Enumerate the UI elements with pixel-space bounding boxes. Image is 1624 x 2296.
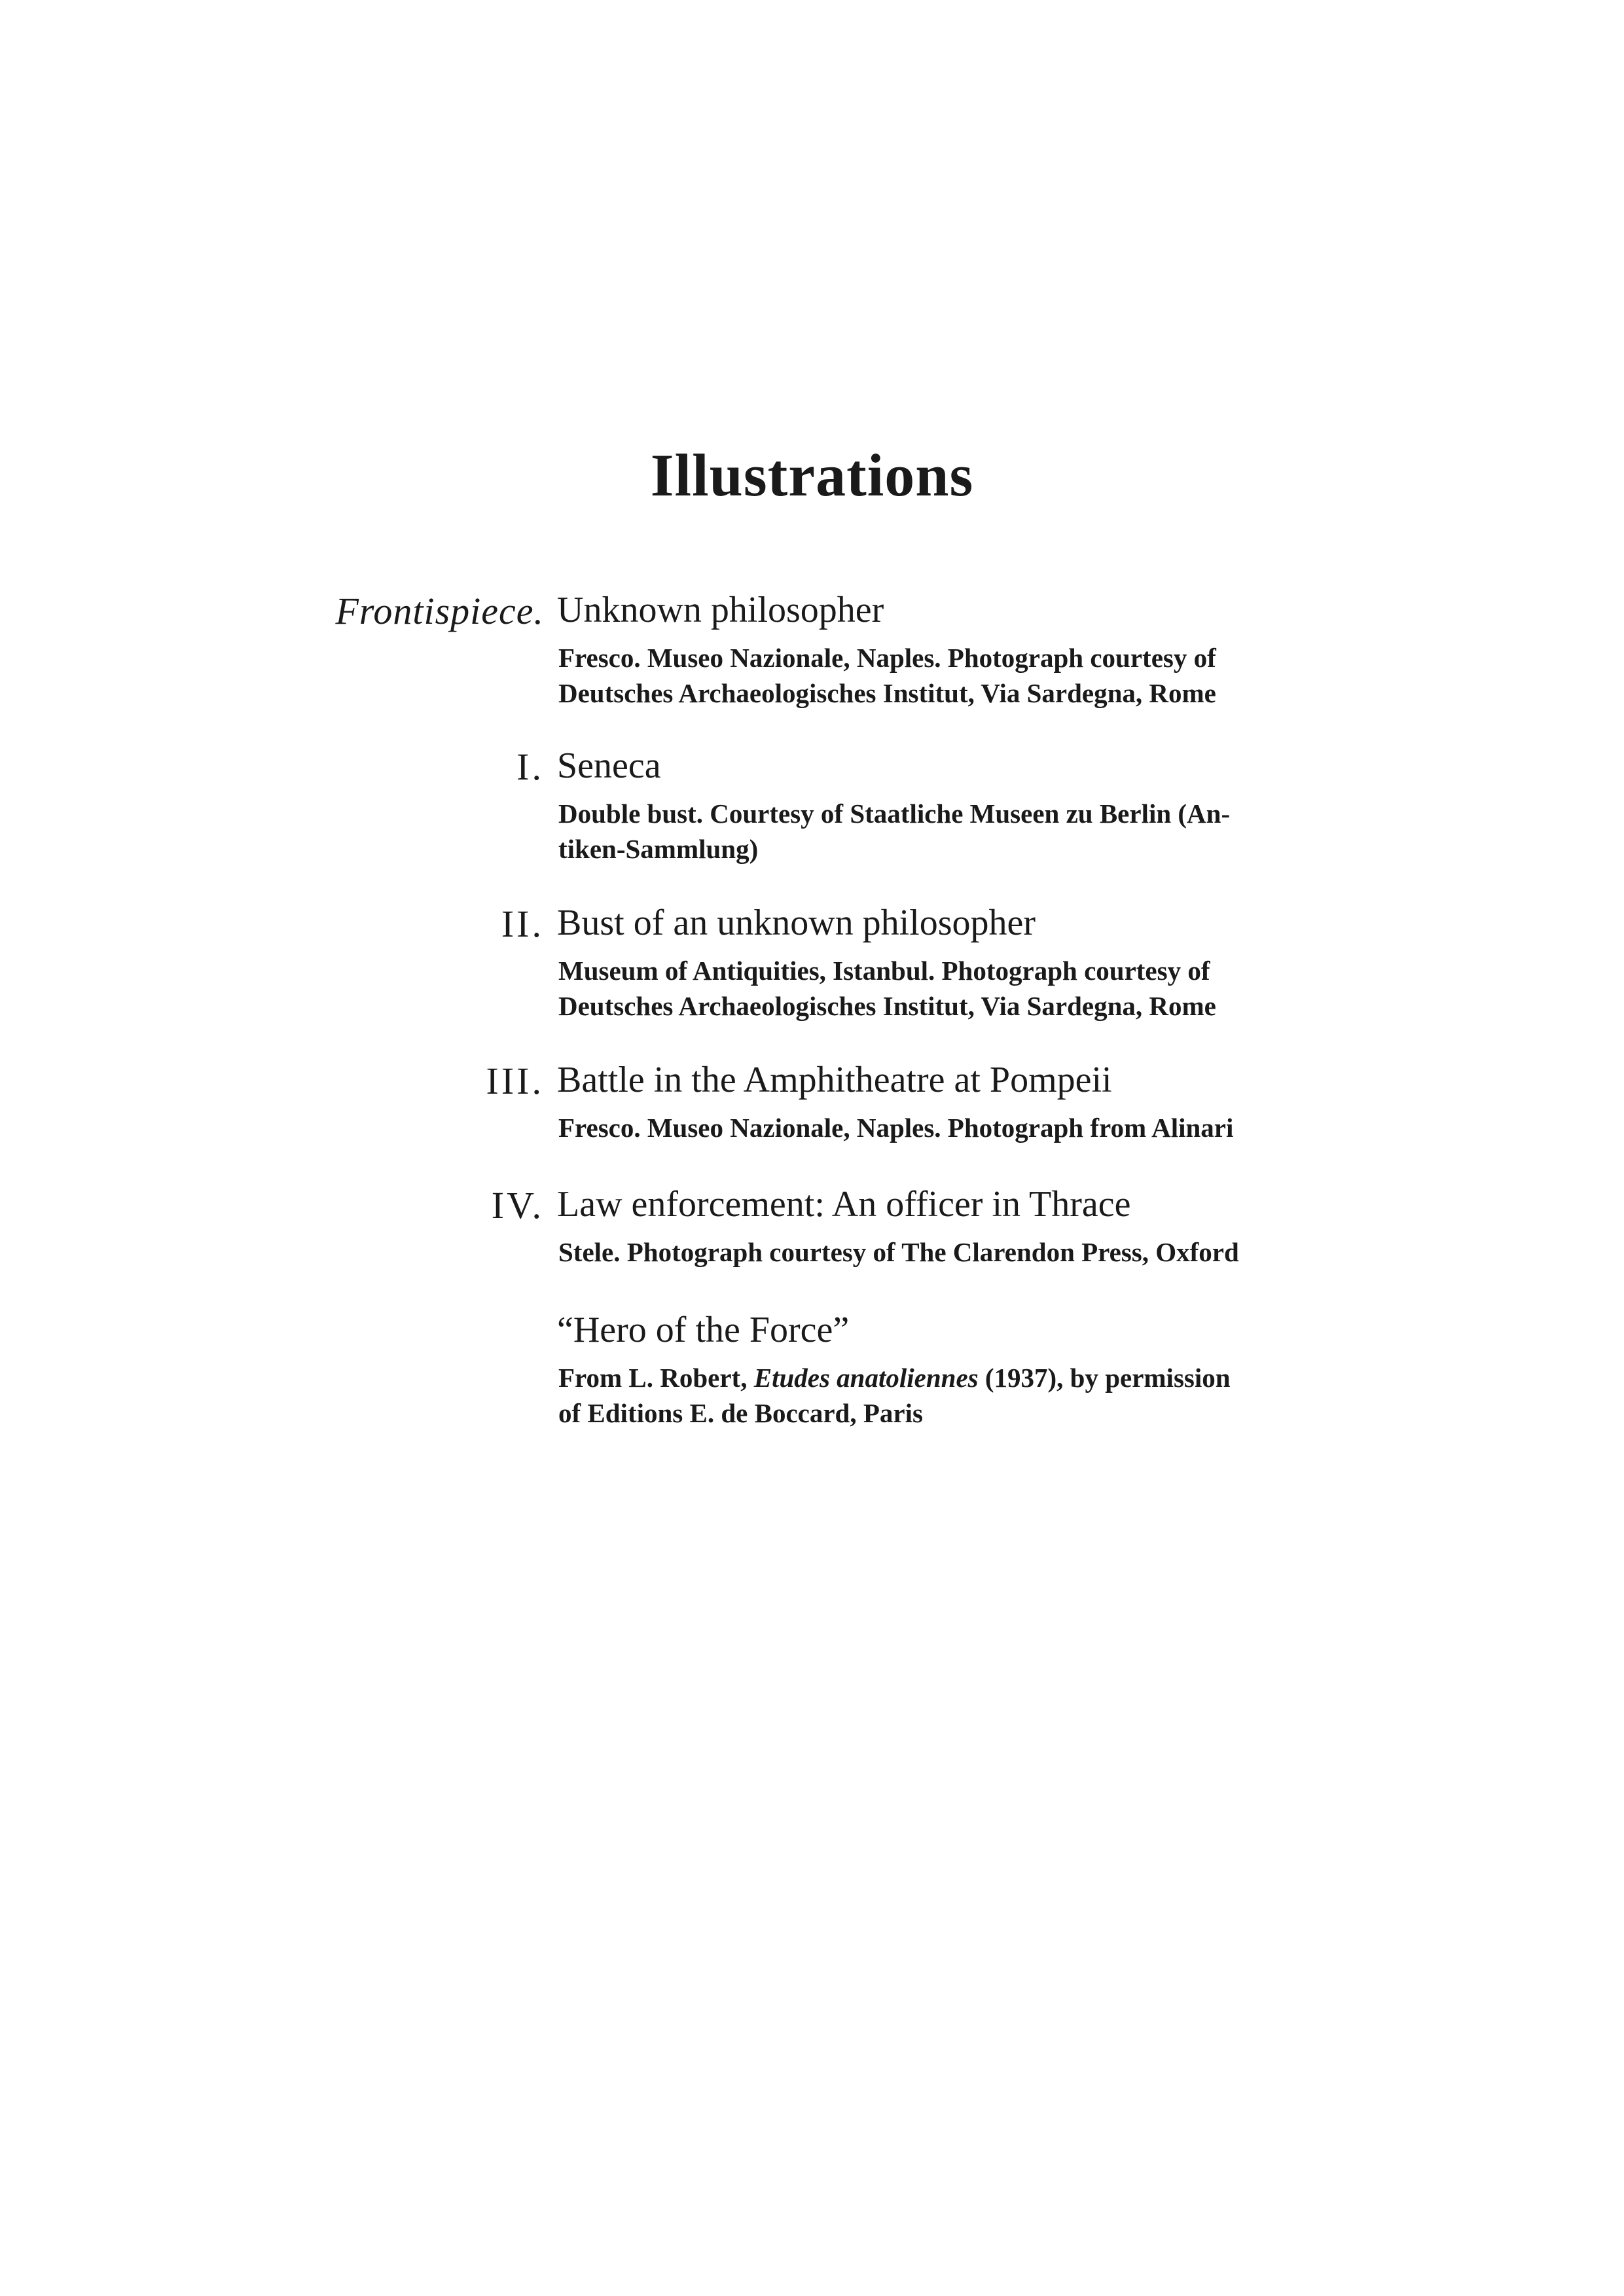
description-line: of Editions E. de Boccard, Paris [558,1398,923,1428]
entry-title: Battle in the Amphitheatre at Pompeii [557,1060,1112,1100]
entry-description [558,640,1390,711]
description-line [558,1360,1390,1395]
description-text: (1937), by permission [978,1363,1231,1393]
page-title: Illustrations [650,442,974,509]
entry-title: Seneca [557,745,661,786]
entry-description [558,1234,1390,1270]
description-line: Fresco. Museo Nazionale, Naples. Photograph from Alinari [558,1113,1234,1143]
entry-description [558,1360,1390,1431]
entry-description [558,1110,1390,1145]
entry-description [558,796,1390,867]
entry-label: Frontispiece. [335,590,544,632]
book-title: Etudes anatoliennes [753,1363,979,1393]
description-line: Fresco. Museo Nazionale, Naples. Photograph courtesy of [558,643,1216,673]
entry-label: IV. [491,1184,544,1227]
description-line: tiken-Sammlung) [558,834,759,864]
entry-title: “Hero of the Force” [557,1310,850,1350]
description-line: Deutsches Archaeologisches Institut, Via Sardegna, Rome [558,678,1216,708]
entry-title: Bust of an unknown philosopher [557,903,1036,943]
entry-label: I. [516,745,544,788]
entry-description [558,953,1390,1024]
entry-label: III. [486,1060,544,1102]
description-text: From L. Robert, [558,1363,754,1393]
entry-title: Unknown philosopher [557,590,884,630]
description-line: Deutsches Archaeologisches Institut, Via Sardegna, Rome [558,991,1216,1021]
description-line: Stele. Photograph courtesy of The Clarendon Press, Oxford [558,1237,1239,1267]
entry-label: II. [501,903,544,945]
description-line: Museum of Antiquities, Istanbul. Photograph courtesy of [558,956,1210,986]
entry-title: Law enforcement: An officer in Thrace [557,1184,1131,1225]
description-line: Double bust. Courtesy of Staatliche Museen zu Berlin (An- [558,798,1231,829]
